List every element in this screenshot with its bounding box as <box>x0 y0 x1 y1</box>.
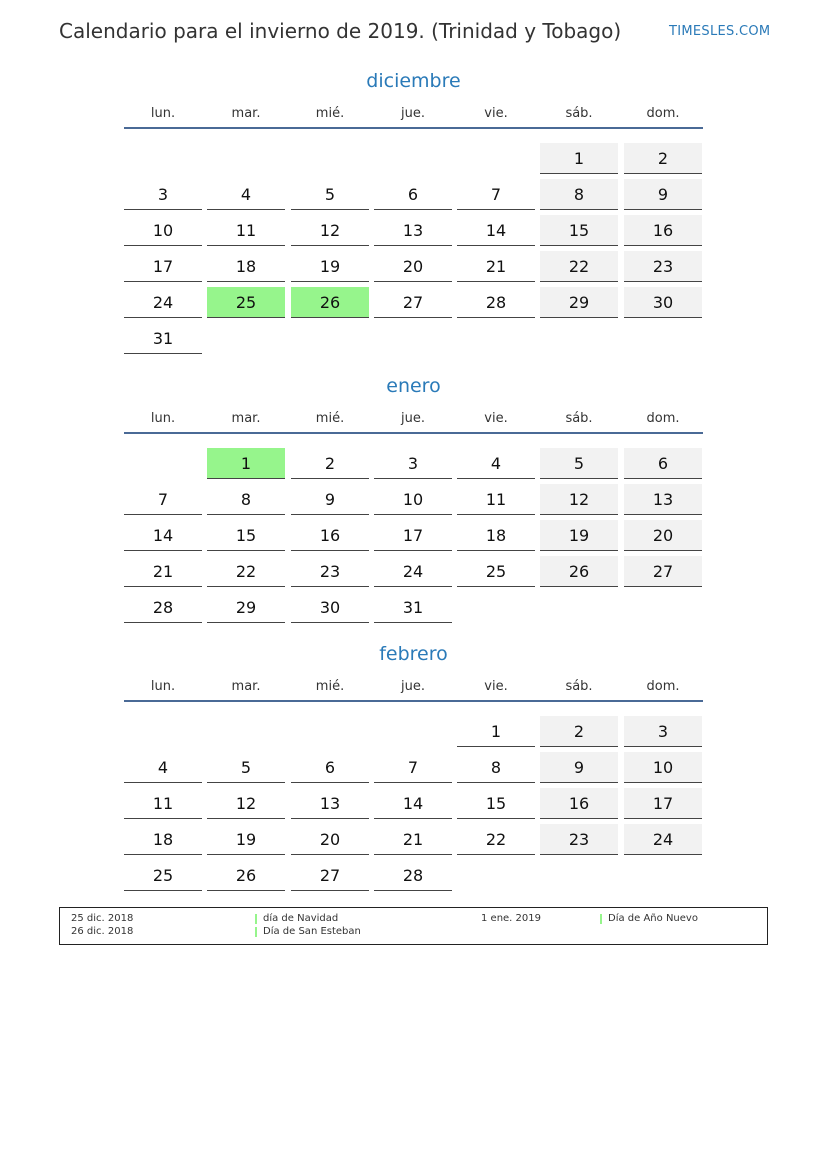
weekday-label: mar. <box>231 411 261 426</box>
weekday-label: mié. <box>315 106 345 121</box>
weekday-label: jue. <box>401 411 425 426</box>
day-cell: 24 <box>374 556 452 587</box>
day-cell: 15 <box>540 215 618 246</box>
day-cell: 9 <box>540 752 618 783</box>
day-cell: 2 <box>624 143 702 174</box>
day-cell: 14 <box>374 788 452 819</box>
day-cell: 13 <box>374 215 452 246</box>
weekday-label: vie. <box>484 679 508 694</box>
day-cell: 8 <box>207 484 285 515</box>
day-cell: 8 <box>540 179 618 210</box>
day-cell: 5 <box>207 752 285 783</box>
day-cell: 18 <box>124 824 202 855</box>
legend-holiday-name: Día de San Esteban <box>263 926 361 937</box>
day-cell: 23 <box>624 251 702 282</box>
day-cell: 2 <box>540 716 618 747</box>
day-cell: 21 <box>124 556 202 587</box>
weekday-label: mié. <box>315 411 345 426</box>
day-cell: 1 <box>540 143 618 174</box>
weekday-label: lun. <box>150 679 176 694</box>
day-cell: 16 <box>291 520 369 551</box>
day-cell: 7 <box>374 752 452 783</box>
day-cell: 20 <box>374 251 452 282</box>
page-title: Calendario para el invierno de 2019. (Trinidad y Tobago) <box>59 19 622 43</box>
weekday-label: mar. <box>231 106 261 121</box>
day-cell: 31 <box>374 592 452 623</box>
day-cell: 13 <box>291 788 369 819</box>
legend-date: 1 ene. 2019 <box>481 913 541 924</box>
day-cell: 6 <box>291 752 369 783</box>
header-divider <box>124 432 703 434</box>
holiday-legend <box>59 907 768 945</box>
day-cell: 20 <box>624 520 702 551</box>
weekday-label: vie. <box>484 411 508 426</box>
day-cell: 20 <box>291 824 369 855</box>
holiday-marker <box>600 914 602 924</box>
day-cell: 4 <box>207 179 285 210</box>
weekday-label: jue. <box>401 679 425 694</box>
day-cell: 28 <box>457 287 535 318</box>
day-cell: 21 <box>457 251 535 282</box>
day-cell: 17 <box>624 788 702 819</box>
weekday-label: dom. <box>646 411 680 426</box>
weekday-label: lun. <box>150 411 176 426</box>
day-cell: 2 <box>291 448 369 479</box>
day-cell: 13 <box>624 484 702 515</box>
day-cell: 11 <box>124 788 202 819</box>
holiday-marker <box>255 927 257 937</box>
day-cell: 18 <box>207 251 285 282</box>
day-cell: 12 <box>291 215 369 246</box>
day-cell: 19 <box>291 251 369 282</box>
day-cell: 10 <box>124 215 202 246</box>
day-cell: 22 <box>207 556 285 587</box>
day-cell: 19 <box>207 824 285 855</box>
weekday-header <box>124 679 703 697</box>
day-cell: 30 <box>291 592 369 623</box>
day-cell: 30 <box>624 287 702 318</box>
day-cell: 6 <box>374 179 452 210</box>
legend-holiday-name: día de Navidad <box>263 913 339 924</box>
day-cell: 9 <box>624 179 702 210</box>
holiday-day-cell: 1 <box>207 448 285 479</box>
site-logo-link[interactable]: TIMESLES.COM <box>669 24 771 39</box>
day-cell: 16 <box>624 215 702 246</box>
day-cell: 25 <box>457 556 535 587</box>
weekday-label: jue. <box>401 106 425 121</box>
day-cell: 27 <box>374 287 452 318</box>
legend-date: 26 dic. 2018 <box>71 926 134 937</box>
day-cell: 5 <box>540 448 618 479</box>
weekday-label: sáb. <box>565 106 593 121</box>
day-cell: 10 <box>624 752 702 783</box>
day-cell: 25 <box>124 860 202 891</box>
header-divider <box>124 127 703 129</box>
day-cell: 16 <box>540 788 618 819</box>
day-cell: 31 <box>124 323 202 354</box>
header-divider <box>124 700 703 702</box>
day-cell: 26 <box>207 860 285 891</box>
day-cell: 3 <box>374 448 452 479</box>
day-cell: 15 <box>207 520 285 551</box>
day-cell: 28 <box>124 592 202 623</box>
weekday-label: vie. <box>484 106 508 121</box>
day-cell: 15 <box>457 788 535 819</box>
day-cell: 7 <box>124 484 202 515</box>
day-cell: 12 <box>207 788 285 819</box>
day-cell: 4 <box>457 448 535 479</box>
day-cell: 11 <box>457 484 535 515</box>
day-cell: 24 <box>624 824 702 855</box>
day-cell: 4 <box>124 752 202 783</box>
holiday-day-cell: 26 <box>291 287 369 318</box>
day-cell: 28 <box>374 860 452 891</box>
day-cell: 1 <box>457 716 535 747</box>
holiday-marker <box>255 914 257 924</box>
weekday-label: dom. <box>646 106 680 121</box>
day-cell: 9 <box>291 484 369 515</box>
day-cell: 22 <box>457 824 535 855</box>
weekday-label: lun. <box>150 106 176 121</box>
weekday-header <box>124 106 703 124</box>
weekday-label: dom. <box>646 679 680 694</box>
month-name: diciembre <box>366 70 461 92</box>
day-cell: 21 <box>374 824 452 855</box>
weekday-label: sáb. <box>565 679 593 694</box>
day-cell: 3 <box>124 179 202 210</box>
day-cell: 14 <box>457 215 535 246</box>
day-cell: 24 <box>124 287 202 318</box>
day-cell: 6 <box>624 448 702 479</box>
day-cell: 5 <box>291 179 369 210</box>
weekday-label: sáb. <box>565 411 593 426</box>
weekday-label: mar. <box>231 679 261 694</box>
day-cell: 26 <box>540 556 618 587</box>
holiday-day-cell: 25 <box>207 287 285 318</box>
day-cell: 11 <box>207 215 285 246</box>
day-cell: 8 <box>457 752 535 783</box>
day-cell: 14 <box>124 520 202 551</box>
day-cell: 17 <box>124 251 202 282</box>
day-cell: 10 <box>374 484 452 515</box>
day-cell: 23 <box>291 556 369 587</box>
day-cell: 23 <box>540 824 618 855</box>
day-cell: 22 <box>540 251 618 282</box>
month-name: enero <box>386 375 441 397</box>
day-cell: 27 <box>291 860 369 891</box>
day-cell: 7 <box>457 179 535 210</box>
day-cell: 29 <box>540 287 618 318</box>
legend-holiday-name: Día de Año Nuevo <box>608 913 698 924</box>
day-cell: 19 <box>540 520 618 551</box>
day-cell: 27 <box>624 556 702 587</box>
month-name: febrero <box>379 643 448 665</box>
day-cell: 12 <box>540 484 618 515</box>
day-cell: 3 <box>624 716 702 747</box>
weekday-header <box>124 411 703 429</box>
day-cell: 29 <box>207 592 285 623</box>
day-cell: 18 <box>457 520 535 551</box>
legend-date: 25 dic. 2018 <box>71 913 134 924</box>
day-cell: 17 <box>374 520 452 551</box>
weekday-label: mié. <box>315 679 345 694</box>
